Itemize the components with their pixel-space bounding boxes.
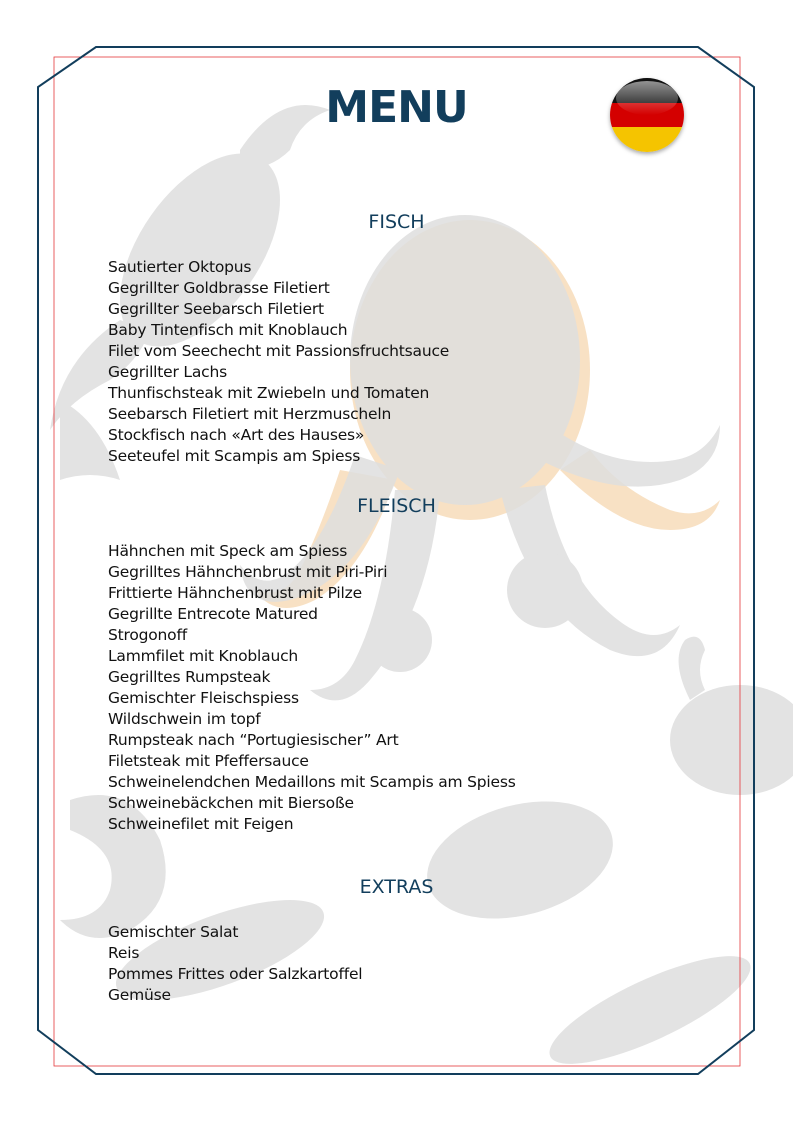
list-item: Pommes Frittes oder Salzkartoffel [108,965,363,983]
section-title-extras: EXTRAS [359,876,434,898]
list-item: Sautierter Oktopus [108,258,252,276]
list-item: Reis [108,944,140,962]
list-item: Hähnchen mit Speck am Spiess [108,542,348,560]
list-item: Schweinefilet mit Feigen [108,815,294,833]
list-item: Gegrilltes Hähnchenbrust mit Piri-Piri [108,563,388,581]
list-item: Stockfisch nach «Art des Hauses» [108,426,365,444]
list-item: Thunfischsteak mit Zwiebeln und Tomaten [108,384,430,402]
fisch-list [108,257,449,467]
list-item: Wildschwein im topf [108,710,261,728]
list-item: Lammfilet mit Knoblauch [108,647,299,665]
menu-title: MENU [325,82,468,133]
list-item: Gegrillte Entrecote Matured [108,605,318,623]
list-item: Gegrillter Lachs [108,363,227,381]
list-item: Frittierte Hähnchenbrust mit Pilze [108,584,362,602]
list-item: Strogonoff [108,626,187,644]
extras-list [108,922,362,1006]
germany-flag-icon [610,78,684,152]
fleisch-list [108,541,516,835]
section-title-fleisch: FLEISCH [357,495,436,517]
section-title-fisch: FISCH [368,211,425,233]
list-item: Filetsteak mit Pfeffersauce [108,752,309,770]
list-item: Seebarsch Filetiert mit Herzmuscheln [108,405,392,423]
list-item: Gegrillter Goldbrasse Filetiert [108,279,330,297]
list-item: Seeteufel mit Scampis am Spiess [108,447,361,465]
list-item: Filet vom Seechecht mit Passionsfruchtsauce [108,342,450,360]
list-item: Gegrillter Seebarsch Filetiert [108,300,324,318]
list-item: Schweinelendchen Medaillons mit Scampis am Spiess [108,773,516,791]
flag-gloss [616,81,678,115]
list-item: Baby Tintenfisch mit Knoblauch [108,321,348,339]
list-item: Gemischter Fleischspiess [108,689,299,707]
list-item: Rumpsteak nach “Portugiesischer” Art [108,731,399,749]
list-item: Gemischter Salat [108,923,239,941]
list-item: Schweinebäckchen mit Biersoße [108,794,354,812]
list-item: Gegrilltes Rumpsteak [108,668,271,686]
list-item: Gemüse [108,986,171,1004]
